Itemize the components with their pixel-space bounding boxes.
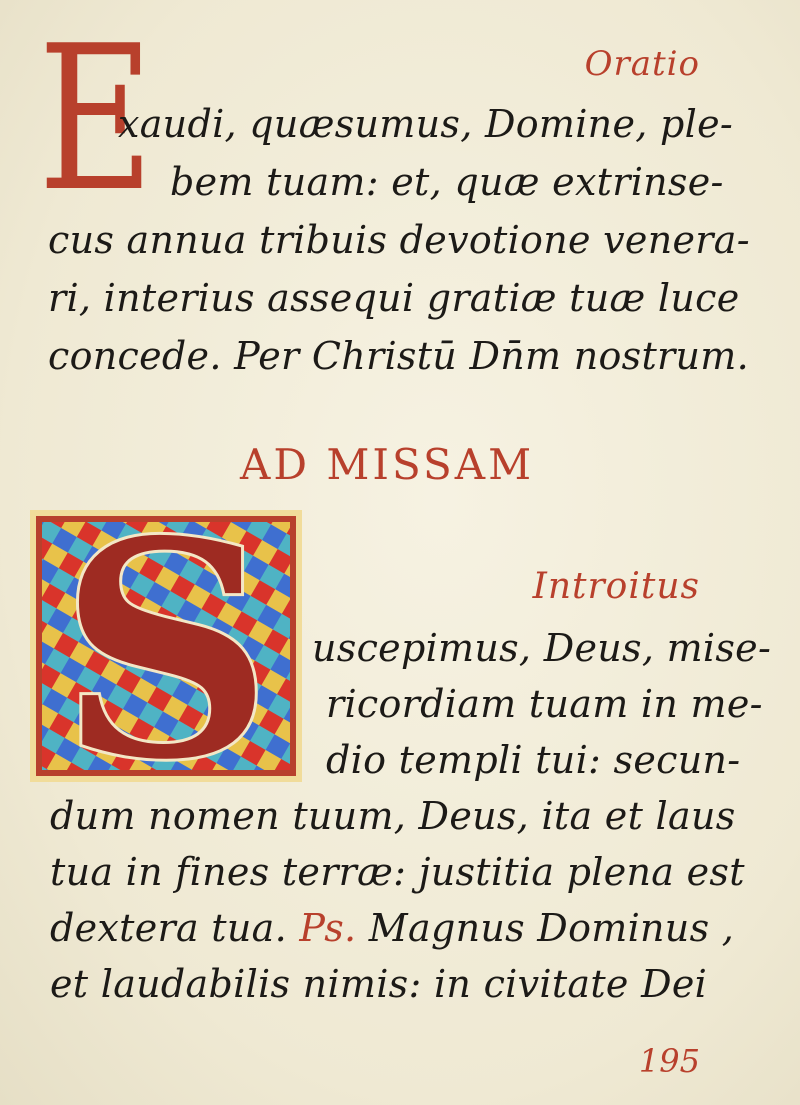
introitus-line-6: [50, 906, 734, 950]
introitus-line-7: et laudabilis nimis: in civitate Dei: [50, 962, 708, 1006]
introitus-line-6-start: dextera tua.: [50, 906, 300, 950]
oratio-line-1: xaudi, quæsumus, Domine, ple-: [118, 102, 734, 146]
introitus-line-4: dum nomen tuum, Deus, ita et laus: [50, 794, 736, 838]
drop-cap-e-letter: E: [38, 3, 154, 236]
oratio-line-4: ri, interius assequi gratiæ tuæ luce: [48, 276, 740, 320]
oratio-line-2: bem tuam: et, quæ extrinse-: [170, 160, 724, 204]
oratio-line-3: cus annua tribuis devotione venera-: [48, 218, 750, 262]
illuminated-initial-s: [30, 474, 302, 827]
psalm-marker: Ps.: [299, 906, 357, 950]
page-number: 195: [638, 1042, 700, 1080]
oratio-line-5: concede. Per Christū Dn̄m nostrum.: [48, 334, 749, 378]
introitus-line-6-end: Magnus Dominus ,: [356, 906, 735, 950]
oratio-label: Oratio: [584, 44, 700, 84]
introitus-line-5: tua in fines terræ: justitia plena est: [50, 850, 745, 894]
introitus-line-2: ricordiam tuam in me-: [326, 682, 763, 726]
introitus-label: Introitus: [532, 566, 700, 607]
introitus-line-3: dio templi tui: secun-: [326, 738, 741, 782]
illuminated-initial-s-letter: S: [57, 474, 275, 827]
ad-missam-heading: AD MISSAM: [240, 440, 535, 489]
introitus-line-1: uscepimus, Deus, mise-: [312, 626, 772, 670]
